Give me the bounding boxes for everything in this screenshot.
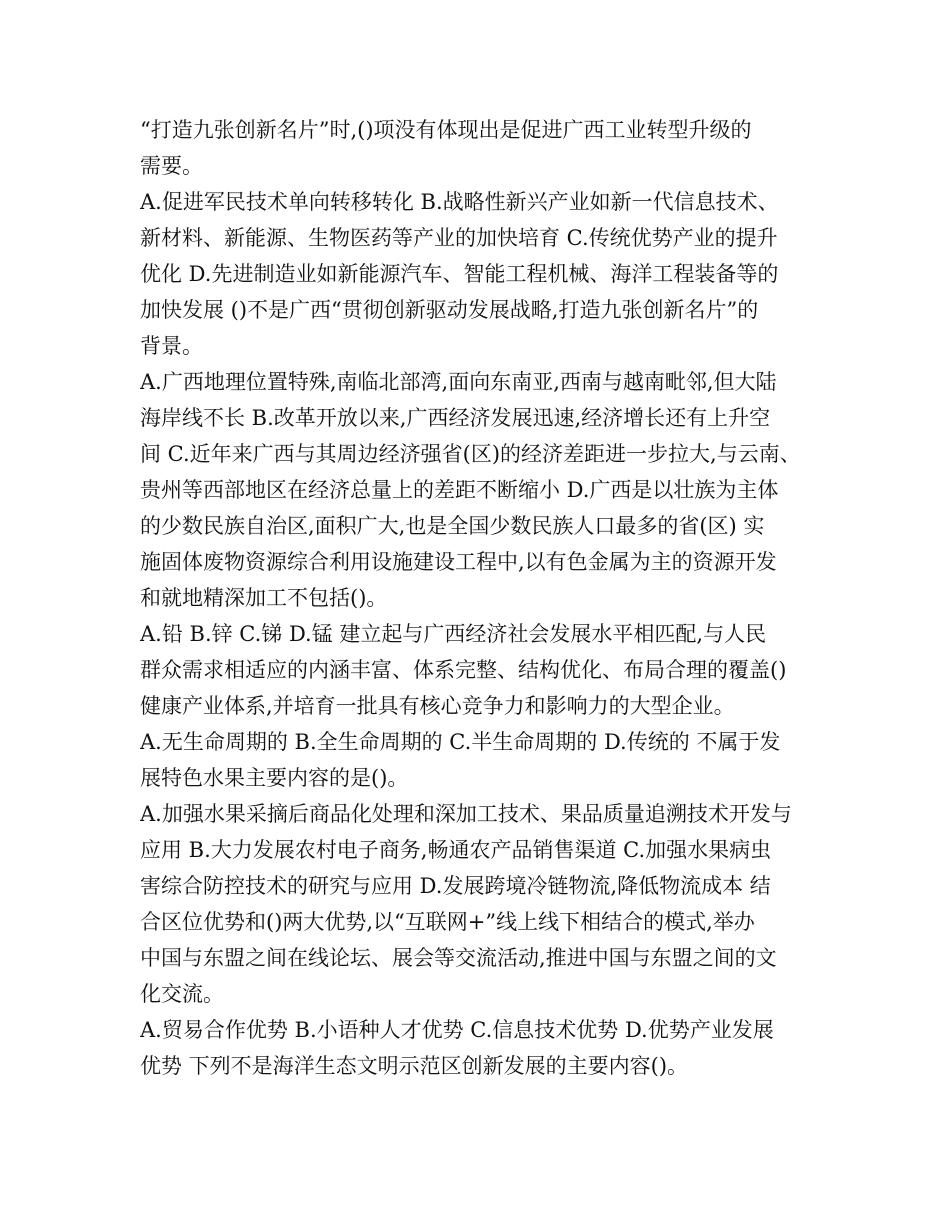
text-line: 新材料、新能源、生物医药等产业的加快培育 C.传统优势产业的提升	[140, 226, 778, 250]
text-line: A.贸易合作优势 B.小语种人才优势 C.信息技术优势 D.优势产业发展	[140, 1018, 774, 1042]
text-line: 合区位优势和()两大优势,以“互联网+”线上线下相结合的模式,举办	[140, 910, 755, 934]
text-line: 展特色水果主要内容的是()。	[140, 766, 409, 790]
text-line: 中国与东盟之间在线论坛、展会等交流活动,推进中国与东盟之间的文	[140, 946, 777, 970]
text-line: 背景。	[140, 334, 203, 358]
text-line: 害综合防控技术的研究与应用 D.发展跨境冷链物流,降低物流成本 结	[140, 874, 771, 898]
text-line: 的少数民族自治区,面积广大,也是全国少数民族人口最多的省(区) 实	[140, 514, 765, 538]
text-line: 优势 下列不是海洋生态文明示范区创新发展的主要内容()。	[140, 1054, 689, 1078]
text-line: “打造九张创新名片”时,()项没有体现出是促进广西工业转型升级的	[140, 118, 752, 142]
text-line: 应用 B.大力发展农村电子商务,畅通农产品销售渠道 C.加强水果病虫	[140, 838, 772, 862]
text-line: 施固体废物资源综合利用设施建设工程中,以有色金属为主的资源开发	[140, 550, 777, 574]
text-line: 化交流。	[140, 982, 224, 1006]
text-line: A.无生命周期的 B.全生命周期的 C.半生命周期的 D.传统的 不属于发	[140, 730, 781, 754]
text-line: 优化 D.先进制造业如新能源汽车、智能工程机械、海洋工程装备等的	[140, 262, 779, 286]
text-line: A.促进军民技术单向转移转化 B.战略性新兴产业如新一代信息技术、	[140, 190, 779, 214]
text-line: A.加强水果采摘后商品化处理和深加工技术、果品质量追溯技术开发与	[140, 802, 792, 826]
text-line: 需要。	[140, 154, 203, 178]
text-line: 群众需求相适应的内涵丰富、体系完整、结构优化、布局合理的覆盖()	[140, 658, 787, 682]
text-line: 加快发展 ()不是广西“贯彻创新驱动发展战略,打造九张创新名片”的	[140, 298, 759, 322]
text-line: 健康产业体系,并培育一批具有核心竞争力和影响力的大型企业。	[140, 694, 735, 718]
text-line: 海岸线不长 B.改革开放以来,广西经济发展迅速,经济增长还有上升空	[140, 406, 771, 430]
text-line: 贵州等西部地区在经济总量上的差距不断缩小 D.广西是以壮族为主体	[140, 478, 779, 502]
text-line: 间 C.近年来广西与其周边经济强省(区)的经济差距进一步拉大,与云南、	[140, 442, 801, 466]
text-line: A.广西地理位置特殊,南临北部湾,面向东南亚,西南与越南毗邻,但大陆	[140, 370, 777, 394]
question-text	[140, 112, 815, 1084]
text-line: A.铅 B.锌 C.锑 D.锰 建立起与广西经济社会发展水平相匹配,与人民	[140, 622, 767, 646]
text-line: 和就地精深加工不包括()。	[140, 586, 388, 610]
